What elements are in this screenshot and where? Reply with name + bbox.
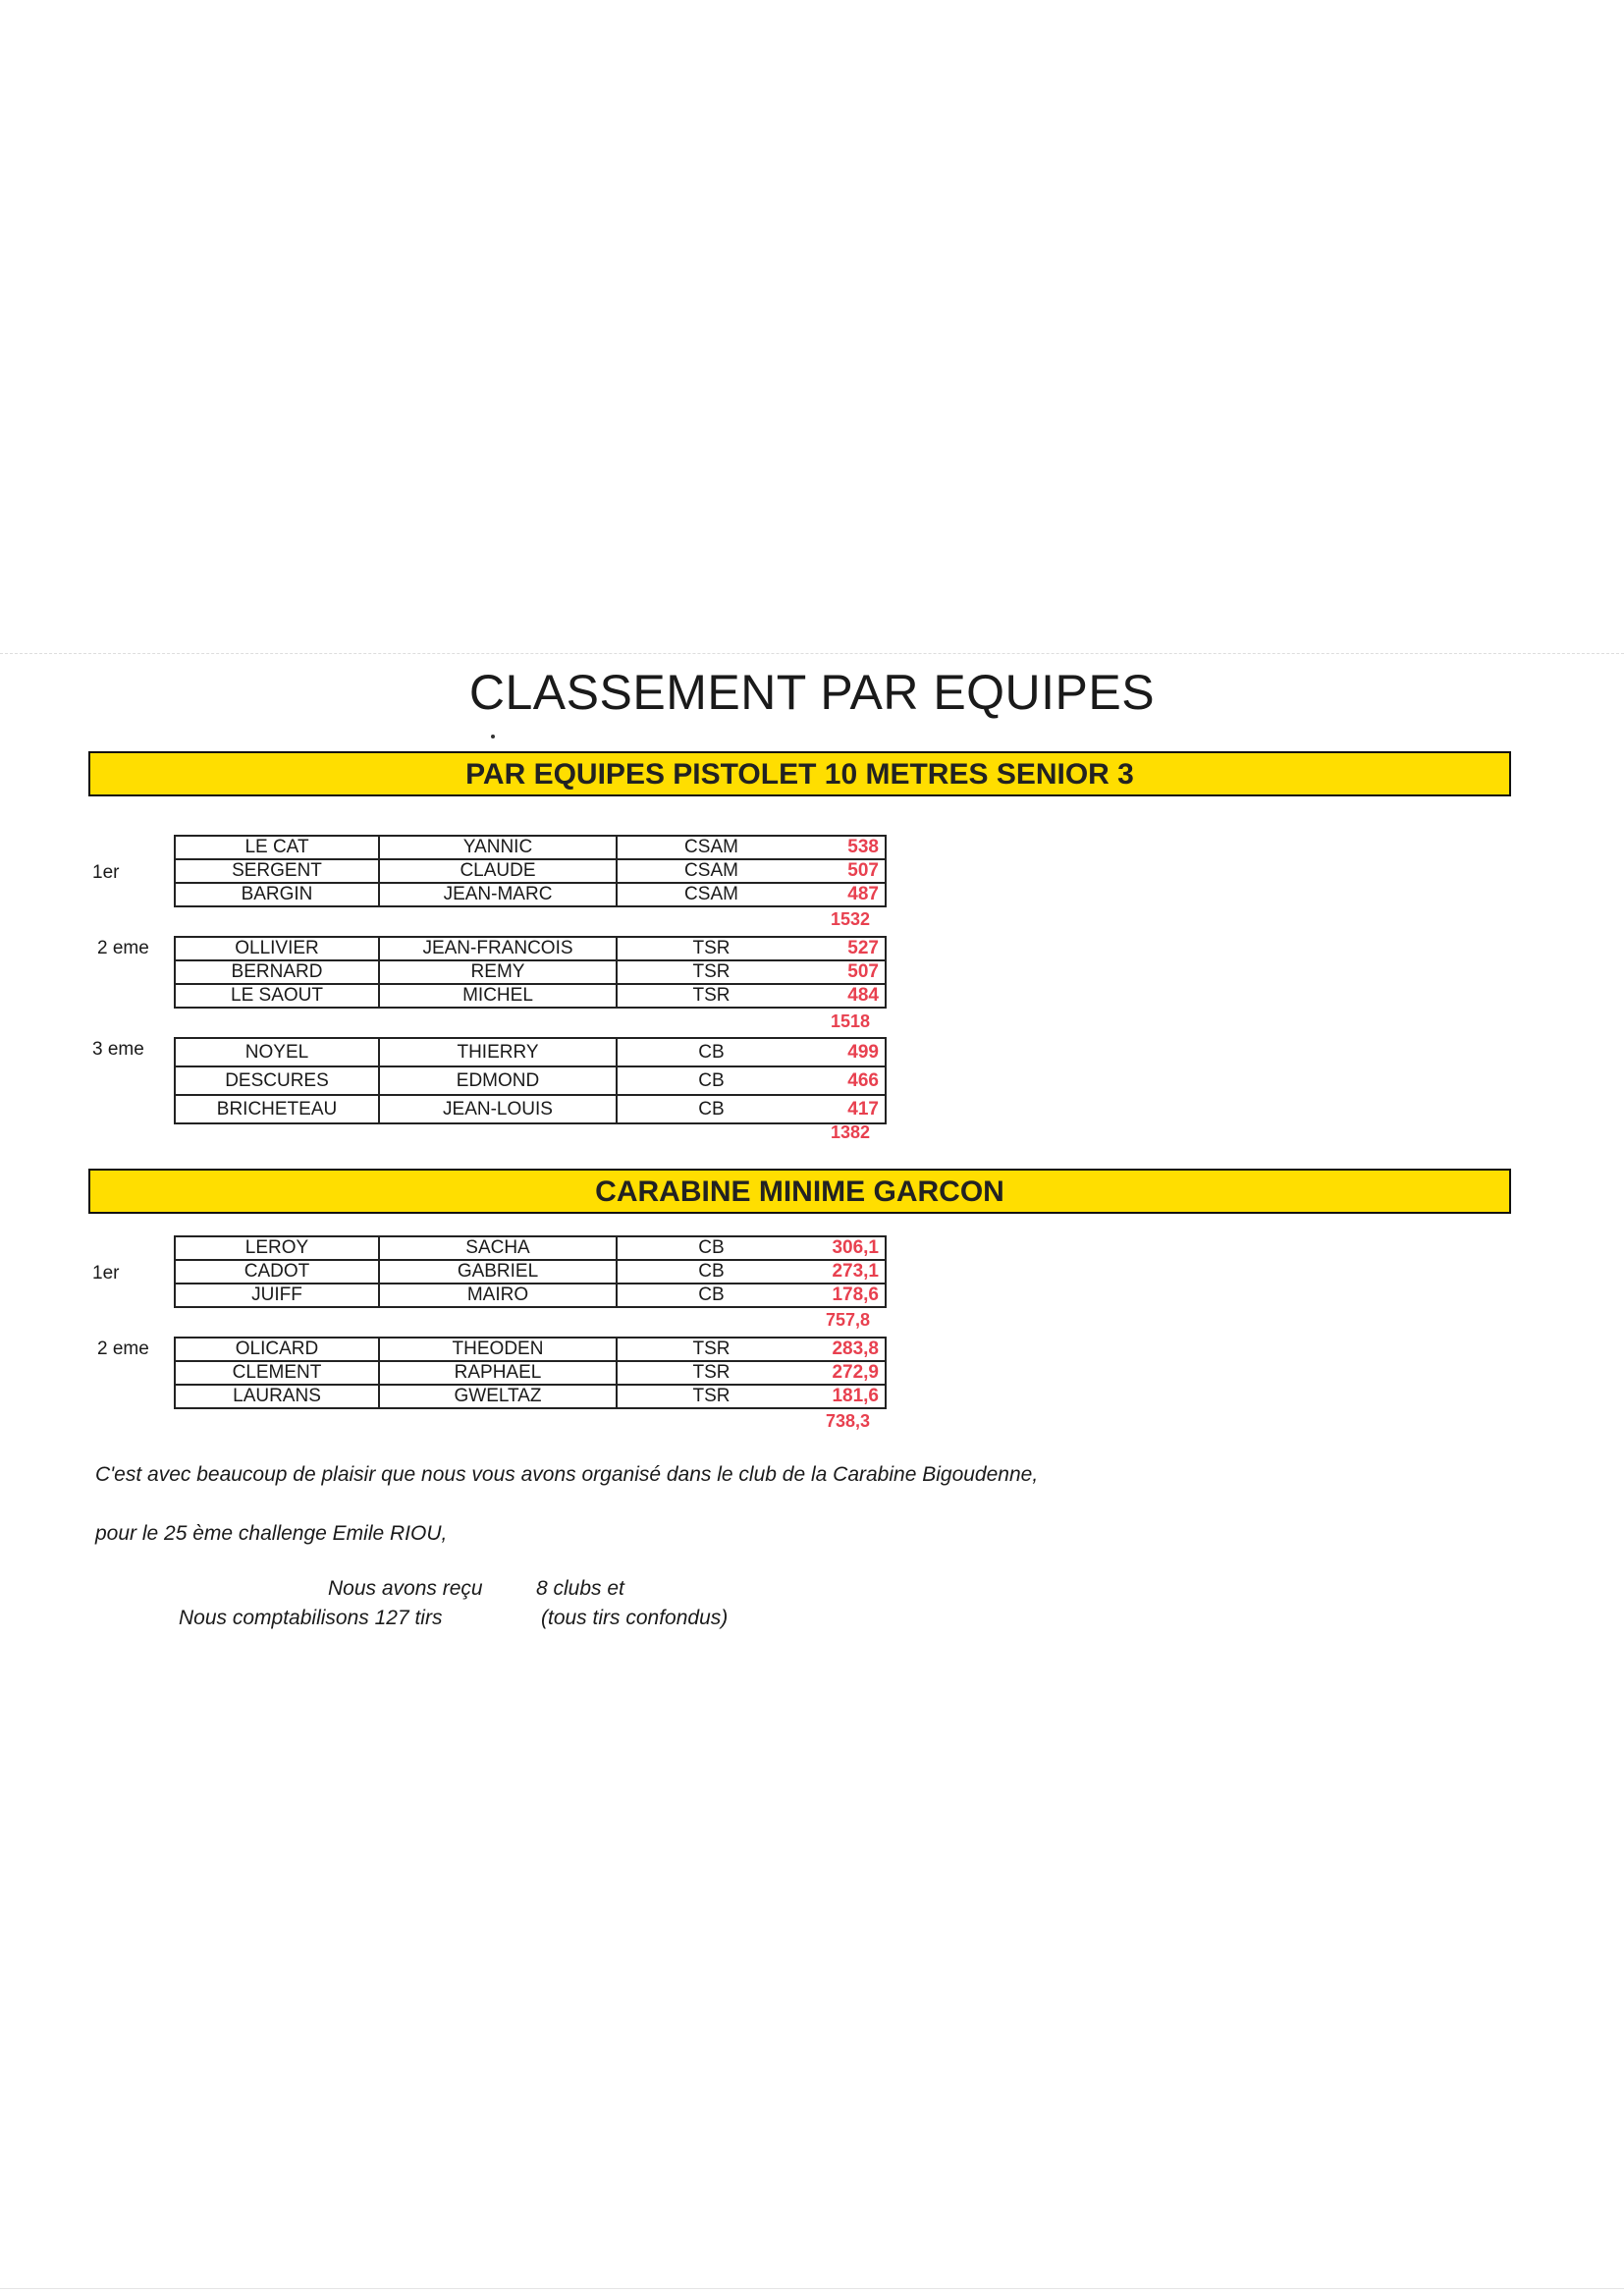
team-table	[174, 1037, 887, 1124]
member-nom: BERNARD	[175, 960, 379, 984]
member-prenom: JEAN-LOUIS	[379, 1095, 617, 1123]
section-banner-carabine	[88, 1169, 1511, 1214]
member-score: 538	[805, 836, 886, 859]
shots-count-note: (tous tirs confondus)	[541, 1607, 729, 1629]
member-nom: BARGIN	[175, 883, 379, 906]
member-nom: SERGENT	[175, 859, 379, 883]
team-total: 1382	[830, 1122, 870, 1142]
section-heading: PAR EQUIPES PISTOLET 10 METRES SENIOR 3	[465, 758, 1134, 791]
table-row	[175, 836, 886, 859]
stray-dot	[491, 735, 495, 738]
member-club: CSAM	[617, 836, 805, 859]
table-row	[175, 984, 886, 1008]
member-prenom: THEODEN	[379, 1338, 617, 1361]
member-club: CSAM	[617, 859, 805, 883]
member-score: 178,6	[805, 1284, 886, 1307]
member-nom: JUIFF	[175, 1284, 379, 1307]
member-nom: LE CAT	[175, 836, 379, 859]
page-fold-line	[0, 653, 1624, 655]
member-score: 181,6	[805, 1385, 886, 1408]
closing-line-2: pour le 25 ème challenge Emile RIOU,	[95, 1522, 448, 1545]
member-nom: LEROY	[175, 1236, 379, 1260]
clubs-received-label: Nous avons reçu	[328, 1577, 483, 1600]
member-club: CSAM	[617, 883, 805, 906]
member-nom: BRICHETEAU	[175, 1095, 379, 1123]
member-nom: LE SAOUT	[175, 984, 379, 1008]
member-score: 273,1	[805, 1260, 886, 1284]
member-prenom: MICHEL	[379, 984, 617, 1008]
table-row	[175, 1385, 886, 1408]
shots-count-label: Nous comptabilisons 127 tirs	[179, 1607, 443, 1629]
member-club: TSR	[617, 937, 805, 960]
clubs-received-value: 8 clubs et	[536, 1577, 624, 1600]
member-prenom: CLAUDE	[379, 859, 617, 883]
page-bottom-line	[0, 2288, 1624, 2290]
member-score: 272,9	[805, 1361, 886, 1385]
member-prenom: MAIRO	[379, 1284, 617, 1307]
member-nom: NOYEL	[175, 1038, 379, 1066]
member-prenom: JEAN-FRANCOIS	[379, 937, 617, 960]
member-score: 487	[805, 883, 886, 906]
table-row	[175, 1095, 886, 1123]
table-row	[175, 1338, 886, 1361]
section-banner-pistolet	[88, 751, 1511, 796]
member-prenom: THIERRY	[379, 1038, 617, 1066]
team-rank: 1er	[92, 1263, 120, 1284]
table-row	[175, 937, 886, 960]
member-prenom: GWELTAZ	[379, 1385, 617, 1408]
member-club: TSR	[617, 1385, 805, 1408]
member-nom: LAURANS	[175, 1385, 379, 1408]
member-score: 306,1	[805, 1236, 886, 1260]
member-nom: CADOT	[175, 1260, 379, 1284]
closing-line-1: C'est avec beaucoup de plaisir que nous vous avons organisé dans le club de la Carabine Bigoudenne,	[95, 1463, 1039, 1486]
member-score: 484	[805, 984, 886, 1008]
member-club: TSR	[617, 1361, 805, 1385]
team-rank: 3 eme	[92, 1039, 144, 1060]
team-table	[174, 835, 887, 907]
member-prenom: REMY	[379, 960, 617, 984]
team-total: 1518	[830, 1011, 870, 1031]
table-row	[175, 1361, 886, 1385]
table-row	[175, 1260, 886, 1284]
member-score: 499	[805, 1038, 886, 1066]
member-prenom: YANNIC	[379, 836, 617, 859]
team-total: 738,3	[825, 1411, 870, 1431]
member-prenom: RAPHAEL	[379, 1361, 617, 1385]
team-table	[174, 936, 887, 1009]
team-table	[174, 1337, 887, 1409]
member-nom: OLLIVIER	[175, 937, 379, 960]
member-score: 507	[805, 859, 886, 883]
member-nom: DESCURES	[175, 1066, 379, 1095]
member-nom: CLEMENT	[175, 1361, 379, 1385]
member-prenom: GABRIEL	[379, 1260, 617, 1284]
member-club: TSR	[617, 1338, 805, 1361]
table-row	[175, 1236, 886, 1260]
team-rank: 2 eme	[97, 938, 149, 958]
member-score: 527	[805, 937, 886, 960]
table-row	[175, 859, 886, 883]
member-score: 466	[805, 1066, 886, 1095]
table-row	[175, 960, 886, 984]
member-club: CB	[617, 1284, 805, 1307]
team-table	[174, 1235, 887, 1308]
member-club: CB	[617, 1038, 805, 1066]
team-total: 1532	[830, 909, 870, 929]
member-prenom: JEAN-MARC	[379, 883, 617, 906]
table-row	[175, 1038, 886, 1066]
team-rank: 1er	[92, 862, 120, 883]
team-rank: 2 eme	[97, 1339, 149, 1359]
member-club: TSR	[617, 960, 805, 984]
member-club: CB	[617, 1236, 805, 1260]
member-score: 507	[805, 960, 886, 984]
member-nom: OLICARD	[175, 1338, 379, 1361]
member-club: TSR	[617, 984, 805, 1008]
table-row	[175, 883, 886, 906]
member-prenom: SACHA	[379, 1236, 617, 1260]
member-score: 417	[805, 1095, 886, 1123]
table-row	[175, 1066, 886, 1095]
member-club: CB	[617, 1066, 805, 1095]
page-title: CLASSEMENT PAR EQUIPES	[468, 665, 1156, 720]
member-club: CB	[617, 1095, 805, 1123]
table-row	[175, 1284, 886, 1307]
member-club: CB	[617, 1260, 805, 1284]
member-prenom: EDMOND	[379, 1066, 617, 1095]
member-score: 283,8	[805, 1338, 886, 1361]
section-heading: CARABINE MINIME GARCON	[595, 1175, 1004, 1208]
team-total: 757,8	[825, 1310, 870, 1330]
